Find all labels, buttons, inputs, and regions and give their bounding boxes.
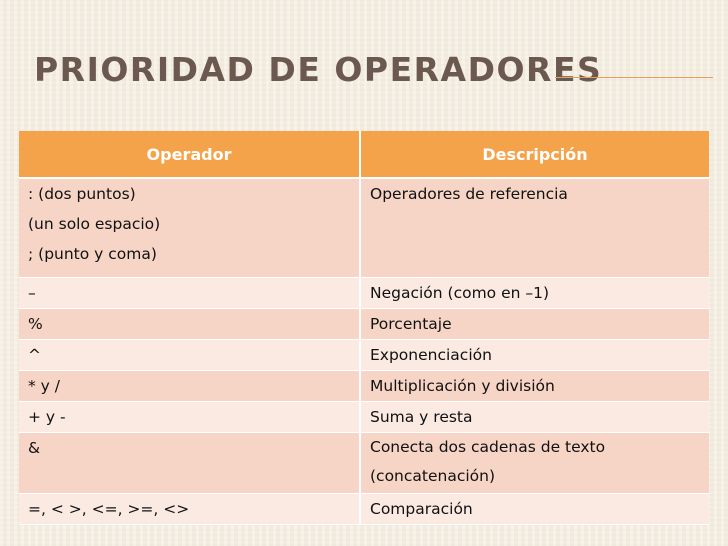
description-cell: Negación (como en –1) bbox=[360, 278, 709, 309]
table-row bbox=[19, 309, 709, 340]
description-cell: Suma y resta bbox=[360, 402, 709, 433]
operator-cell: ^ bbox=[19, 340, 360, 371]
header-operador: Operador bbox=[19, 131, 360, 178]
table-row bbox=[19, 433, 709, 494]
table-row bbox=[19, 371, 709, 402]
operators-table bbox=[19, 131, 709, 525]
description-line: (concatenación) bbox=[370, 467, 496, 485]
operator-cell: % bbox=[19, 309, 360, 340]
operator-cell: + y - bbox=[19, 402, 360, 433]
operator-line: : (dos puntos) bbox=[28, 185, 136, 203]
operator-line: ; (punto y coma) bbox=[28, 245, 157, 263]
table-row bbox=[19, 278, 709, 309]
operator-cell bbox=[19, 178, 360, 278]
description-cell bbox=[360, 178, 709, 278]
description-cell: Exponenciación bbox=[360, 340, 709, 371]
header-descripcion: Descripción bbox=[360, 131, 709, 178]
table-row bbox=[19, 340, 709, 371]
description-text: Operadores de referencia bbox=[370, 185, 568, 203]
table-row bbox=[19, 178, 709, 278]
operator-line: (un solo espacio) bbox=[28, 215, 161, 233]
description-cell: Porcentaje bbox=[360, 309, 709, 340]
table-header-row bbox=[19, 131, 709, 178]
table-row bbox=[19, 494, 709, 525]
description-cell: Comparación bbox=[360, 494, 709, 525]
description-cell: Multiplicación y división bbox=[360, 371, 709, 402]
operator-cell: =, < >, <=, >=, <> bbox=[19, 494, 360, 525]
operator-cell: & bbox=[19, 433, 360, 494]
description-cell bbox=[360, 433, 709, 494]
description-line: Conecta dos cadenas de texto bbox=[370, 438, 606, 456]
title-divider bbox=[555, 77, 713, 78]
table-row bbox=[19, 402, 709, 433]
operator-cell: * y / bbox=[19, 371, 360, 402]
slide-title: PRIORIDAD DE OPERADORES bbox=[34, 50, 603, 89]
operator-cell: – bbox=[19, 278, 360, 309]
